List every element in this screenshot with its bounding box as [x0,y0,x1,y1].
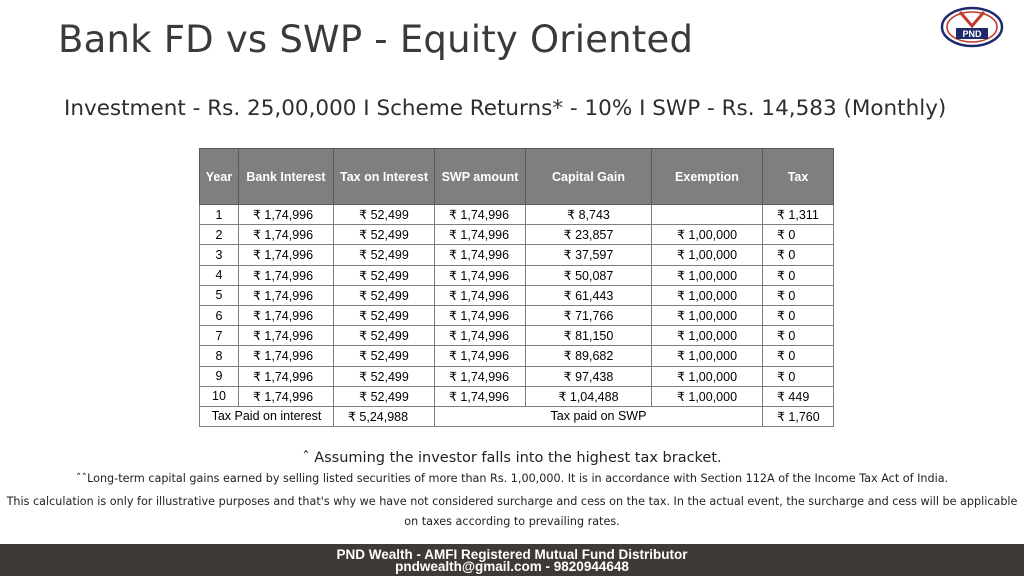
cell-tax: ₹ 449 [763,386,834,406]
header-swp-amount: SWP amount [435,149,526,205]
header-exemption: Exemption [652,149,763,205]
table-row [200,346,834,366]
cell-tax-on-interest: ₹ 52,499 [334,205,435,225]
cell-tax-on-interest: ₹ 52,499 [334,386,435,406]
cell-bank-interest: ₹ 1,74,996 [239,245,334,265]
cell-exemption [652,205,763,225]
cell-swp-amount: ₹ 1,74,996 [435,326,526,346]
header-bank-interest: Bank Interest [239,149,334,205]
cell-tax: ₹ 0 [763,326,834,346]
cell-capital-gain: ₹ 8,743 [526,205,652,225]
summary-label-interest: Tax Paid on interest [200,406,334,426]
cell-capital-gain: ₹ 1,04,488 [526,386,652,406]
cell-capital-gain: ₹ 23,857 [526,225,652,245]
cell-tax: ₹ 0 [763,305,834,325]
table-summary-row [200,406,834,426]
cell-year: 1 [200,205,239,225]
cell-year: 9 [200,366,239,386]
header-tax: Tax [763,149,834,205]
footer-contact: pndwealth@gmail.com - 9820944648 [395,559,629,574]
cell-bank-interest: ₹ 1,74,996 [239,366,334,386]
cell-exemption: ₹ 1,00,000 [652,346,763,366]
logo-text: PND [962,29,982,39]
cell-year: 3 [200,245,239,265]
summary-label-swp: Tax paid on SWP [435,406,763,426]
footnote-disclaimer: This calculation is only for illustrative purposes and that's why we have not considered surcharge and cess on the tax. In the actual event, the surcharge and cess will be applicable on taxes according to prevailing rates. [6,495,1018,528]
page-title: Bank FD vs SWP - Equity Oriented [58,18,694,61]
cell-tax-on-interest: ₹ 52,499 [334,245,435,265]
cell-tax: ₹ 0 [763,245,834,265]
cell-tax-on-interest: ₹ 52,499 [334,366,435,386]
table-row [200,225,834,245]
cell-capital-gain: ₹ 61,443 [526,285,652,305]
cell-bank-interest: ₹ 1,74,996 [239,265,334,285]
cell-swp-amount: ₹ 1,74,996 [435,205,526,225]
cell-capital-gain: ₹ 89,682 [526,346,652,366]
table-row [200,326,834,346]
cell-swp-amount: ₹ 1,74,996 [435,225,526,245]
investment-summary: Investment - Rs. 25,00,000 I Scheme Returns* - 10% I SWP - Rs. 14,583 (Monthly) [64,96,947,121]
header-tax-on-interest: Tax on Interest [334,149,435,205]
cell-year: 4 [200,265,239,285]
cell-capital-gain: ₹ 71,766 [526,305,652,325]
table-row [200,386,834,406]
cell-tax-on-interest: ₹ 52,499 [334,225,435,245]
cell-tax: ₹ 1,311 [763,205,834,225]
cell-exemption: ₹ 1,00,000 [652,285,763,305]
cell-year: 7 [200,326,239,346]
fd-vs-swp-table [199,148,834,427]
cell-capital-gain: ₹ 37,597 [526,245,652,265]
summary-value-swp: ₹ 1,760 [763,406,834,426]
table-row [200,205,834,225]
cell-tax: ₹ 0 [763,285,834,305]
cell-tax: ₹ 0 [763,346,834,366]
cell-exemption: ₹ 1,00,000 [652,366,763,386]
cell-capital-gain: ₹ 50,087 [526,265,652,285]
table-row [200,305,834,325]
cell-exemption: ₹ 1,00,000 [652,245,763,265]
cell-tax-on-interest: ₹ 52,499 [334,285,435,305]
cell-tax: ₹ 0 [763,366,834,386]
cell-exemption: ₹ 1,00,000 [652,386,763,406]
table-row [200,285,834,305]
cell-tax: ₹ 0 [763,265,834,285]
cell-capital-gain: ₹ 81,150 [526,326,652,346]
cell-exemption: ₹ 1,00,000 [652,265,763,285]
cell-exemption: ₹ 1,00,000 [652,225,763,245]
cell-capital-gain: ₹ 97,438 [526,366,652,386]
cell-tax: ₹ 0 [763,225,834,245]
footnote-tax-bracket: ˆ Assuming the investor falls into the highest tax bracket. [302,450,722,466]
footer-distributor: PND Wealth - AMFI Registered Mutual Fund Distributor [336,547,688,562]
cell-bank-interest: ₹ 1,74,996 [239,346,334,366]
cell-tax-on-interest: ₹ 52,499 [334,326,435,346]
cell-swp-amount: ₹ 1,74,996 [435,346,526,366]
cell-tax-on-interest: ₹ 52,499 [334,305,435,325]
header-capital-gain: Capital Gain [526,149,652,205]
cell-bank-interest: ₹ 1,74,996 [239,326,334,346]
cell-bank-interest: ₹ 1,74,996 [239,225,334,245]
cell-year: 10 [200,386,239,406]
cell-swp-amount: ₹ 1,74,996 [435,366,526,386]
cell-bank-interest: ₹ 1,74,996 [239,285,334,305]
footer-bar [0,544,1024,576]
cell-swp-amount: ₹ 1,74,996 [435,245,526,265]
cell-swp-amount: ₹ 1,74,996 [435,386,526,406]
cell-exemption: ₹ 1,00,000 [652,326,763,346]
cell-swp-amount: ₹ 1,74,996 [435,285,526,305]
cell-swp-amount: ₹ 1,74,996 [435,265,526,285]
summary-value-interest: ₹ 5,24,988 [334,406,435,426]
cell-exemption: ₹ 1,00,000 [652,305,763,325]
table-header-row [200,149,834,205]
cell-year: 5 [200,285,239,305]
pnd-logo [934,6,1010,50]
cell-year: 8 [200,346,239,366]
cell-bank-interest: ₹ 1,74,996 [239,386,334,406]
cell-year: 2 [200,225,239,245]
cell-tax-on-interest: ₹ 52,499 [334,265,435,285]
table-row [200,366,834,386]
header-year: Year [200,149,239,205]
cell-swp-amount: ₹ 1,74,996 [435,305,526,325]
footnote-ltcg: ˆˆLong-term capital gains earned by selling listed securities of more than Rs. 1,00,000. It is in accordance with Section 112A of the Income Tax Act of India. [75,472,949,485]
table-row [200,245,834,265]
cell-tax-on-interest: ₹ 52,499 [334,346,435,366]
cell-year: 6 [200,305,239,325]
cell-bank-interest: ₹ 1,74,996 [239,305,334,325]
table-row [200,265,834,285]
cell-bank-interest: ₹ 1,74,996 [239,205,334,225]
